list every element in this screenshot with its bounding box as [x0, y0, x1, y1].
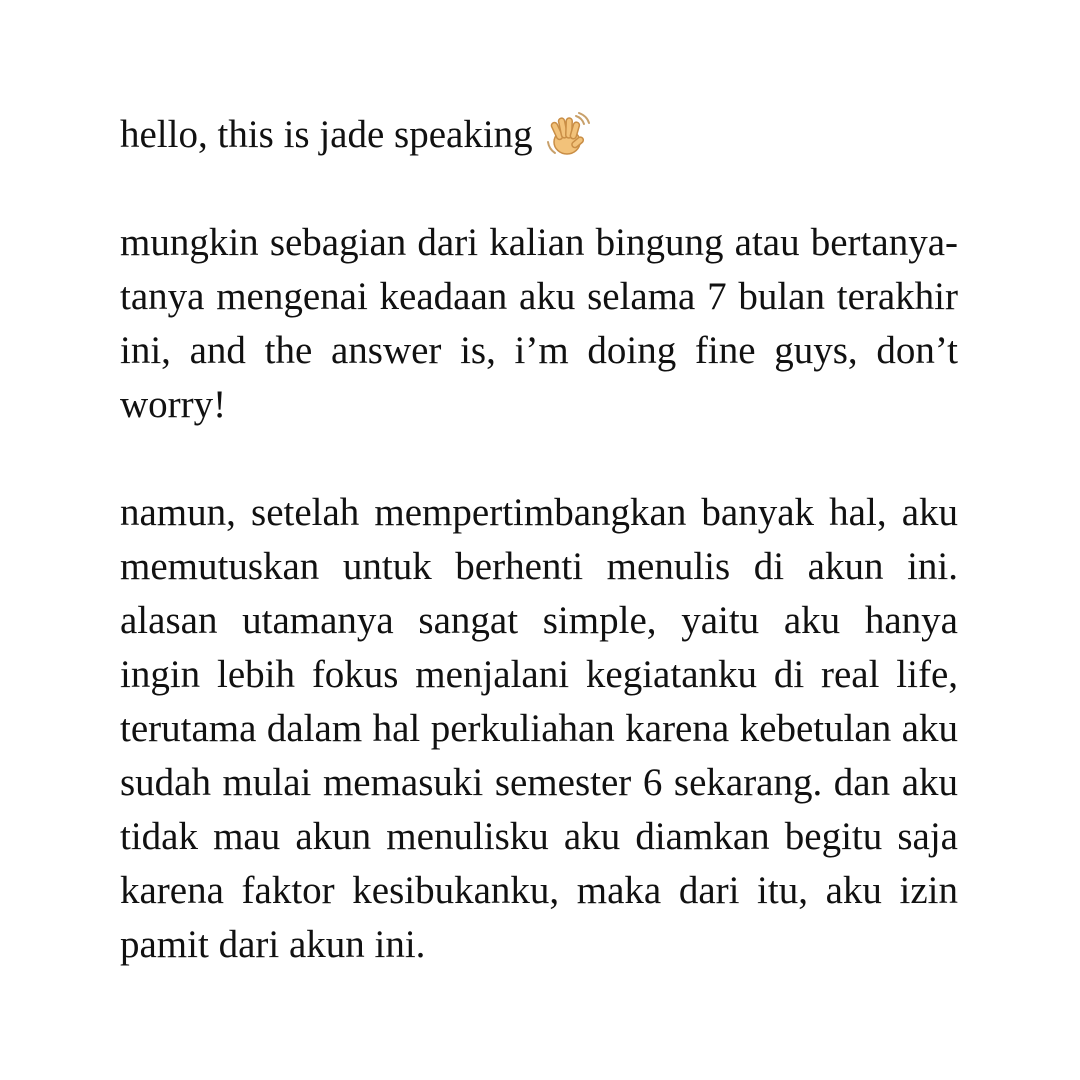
- post-text: [120, 108, 958, 972]
- paragraph-2: namun, setelah mempertimbangkan banyak hal, aku memutuskan untuk berhenti menulis di akun ini. alasan utamanya sangat simple, yaitu aku hanya ingin lebih fokus menjalani kegiatanku di real life, terutama dalam hal perkuliahan karena kebetulan aku sudah mulai memasuki semester 6 sekarang. dan aku tidak mau akun menulisku aku diamkan begitu saja karena faktor kesibukanku, maka dari itu, aku izin pamit dari akun ini.: [120, 491, 958, 966]
- greeting-line: [120, 108, 958, 162]
- waving-hand-icon: [545, 112, 591, 158]
- greeting-text: hello, this is jade speaking: [120, 113, 533, 156]
- paragraph-1: mungkin sebagian dari kalian bingung atau bertanya-tanya mengenai keadaan aku selama 7 bulan terakhir ini, and the answer is, i’m doing fine guys, don’t worry!: [120, 221, 958, 426]
